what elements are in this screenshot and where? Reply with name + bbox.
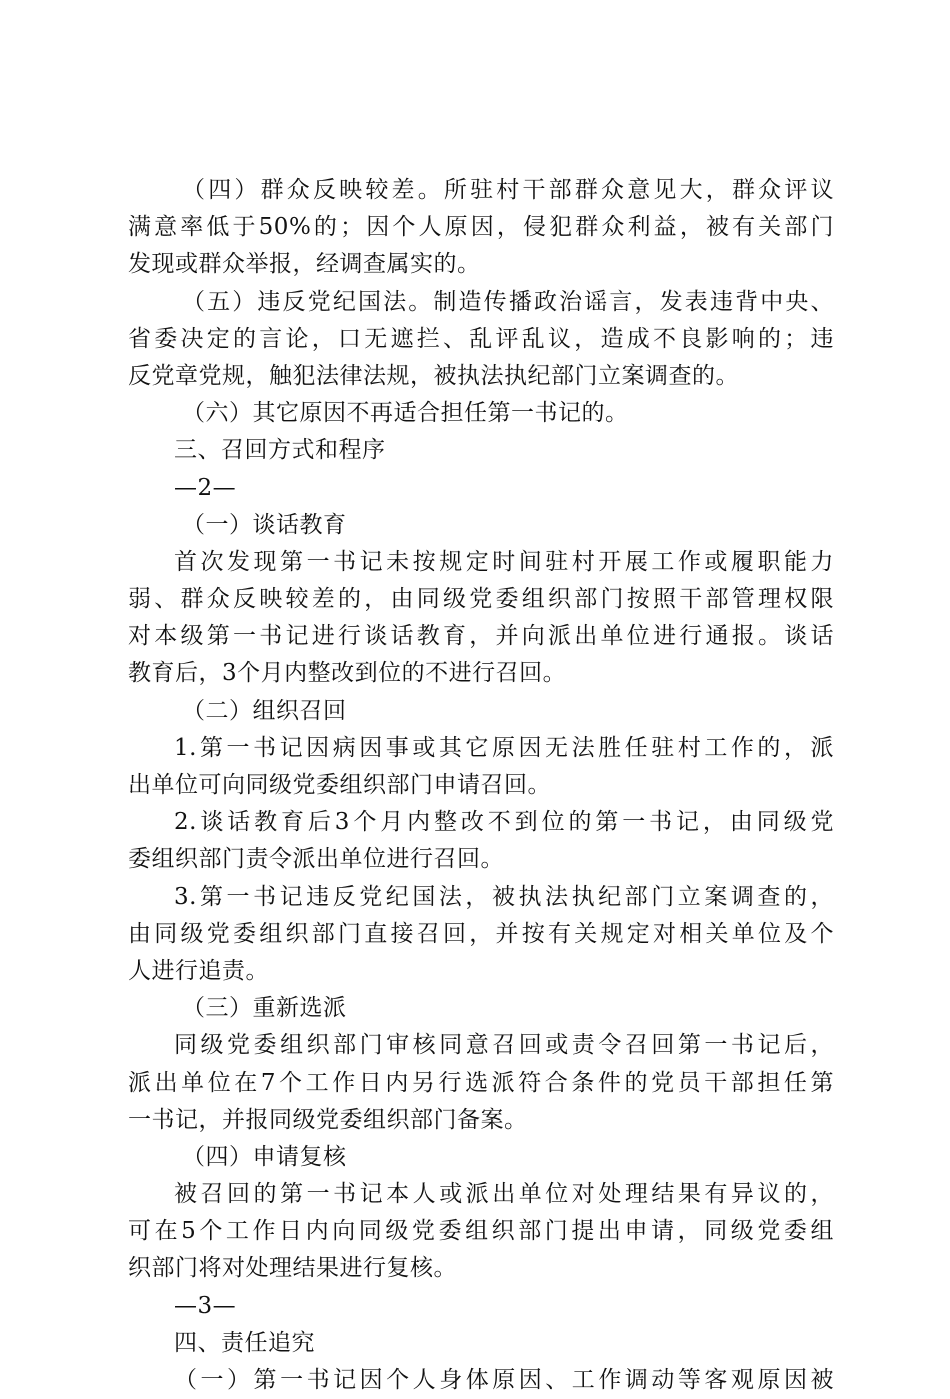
text-line: 一书记，并报同级党委组织部门备案。 xyxy=(128,1106,528,1133)
text-line: 弱、群众反映较差的，由同级党委组织部门按照干部管理权限 xyxy=(128,586,834,613)
text-line: （四）申请复核 xyxy=(182,1143,347,1170)
text-line: 对本级第一书记进行谈话教育，并向派出单位进行通报。谈话 xyxy=(128,623,834,650)
text-line: 可在5个工作日内向同级党委组织部门提出申请，同级党委组 xyxy=(128,1218,834,1245)
text-line: 三、召回方式和程序 xyxy=(174,437,386,464)
text-line: （二）组织召回 xyxy=(182,697,347,724)
text-line: 出单位可向同级党委组织部门申请召回。 xyxy=(128,772,551,798)
text-line: 织部门将对处理结果进行复核。 xyxy=(128,1255,457,1282)
text-line: 省委决定的言论，口无遮拦、乱评乱议，造成不良影响的；违 xyxy=(128,325,834,352)
text-line: 1.第一书记因病因事或其它原因无法胜任驻村工作的，派 xyxy=(174,734,834,761)
text-line: （四）群众反映较差。所驻村干部群众意见大，群众评议 xyxy=(182,177,834,203)
text-line: （六）其它原因不再适合担任第一书记的。 xyxy=(182,400,629,427)
text-line: —3— xyxy=(174,1292,237,1319)
text-line: 被召回的第一书记本人或派出单位对处理结果有异议的， xyxy=(174,1181,834,1208)
text-line: 首次发现第一书记未按规定时间驻村开展工作或履职能力 xyxy=(174,548,834,575)
text-line: 人进行追责。 xyxy=(128,957,269,984)
text-line: 派出单位在7个工作日内另行选派符合条件的党员干部担任第 xyxy=(128,1069,834,1096)
text-line: （一）第一书记因个人身体原因、工作调动等客观原因被 xyxy=(174,1367,834,1393)
text-line: 教育后，3个月内整改到位的不进行召回。 xyxy=(128,660,567,687)
text-line: 同级党委组织部门审核同意召回或责令召回第一书记后， xyxy=(174,1032,834,1059)
text-line: 反党章党规，触犯法律法规，被执法执纪部门立案调查的。 xyxy=(128,362,739,389)
text-line: 满意率低于50%的；因个人原因，侵犯群众利益，被有关部门 xyxy=(128,214,834,241)
text-line: 四、责任追究 xyxy=(174,1329,315,1356)
text-line: （一）谈话教育 xyxy=(182,511,347,538)
text-line: （三）重新选派 xyxy=(182,995,347,1022)
text-line: 3.第一书记违反党纪国法，被执法执纪部门立案调查的， xyxy=(174,883,834,910)
text-line: （五）违反党纪国法。制造传播政治谣言，发表违背中央、 xyxy=(182,288,834,315)
text-line: —2— xyxy=(174,474,237,501)
text-line: 2.谈话教育后3个月内整改不到位的第一书记，由同级党 xyxy=(174,809,834,836)
text-line: 由同级党委组织部门直接召回，并按有关规定对相关单位及个 xyxy=(128,920,834,947)
document-body xyxy=(128,172,834,1399)
text-line: 委组织部门责令派出单位进行召回。 xyxy=(128,846,504,873)
text-line: 发现或群众举报，经调查属实的。 xyxy=(128,251,481,278)
